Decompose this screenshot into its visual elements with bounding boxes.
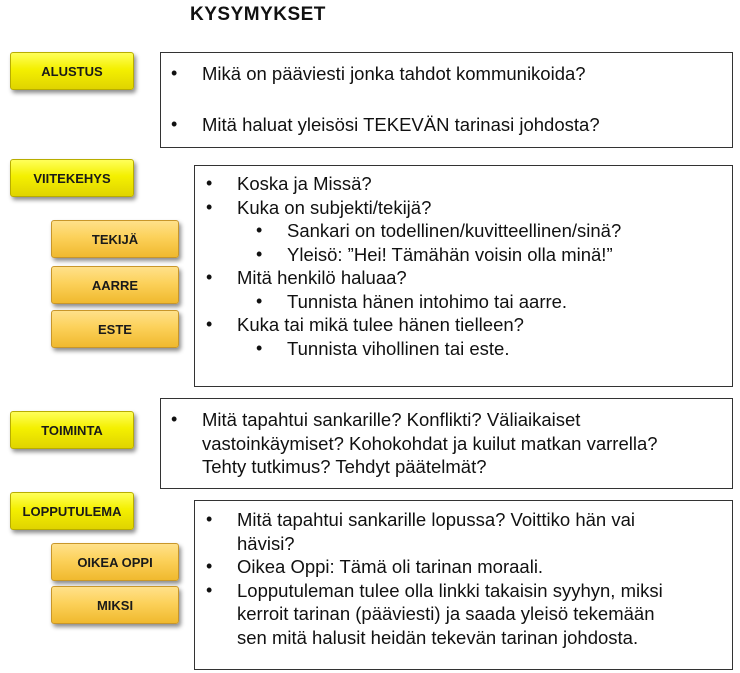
- lopputulema-box: [194, 500, 733, 670]
- list-item: • Mitä henkilö haluaa?: [237, 266, 621, 290]
- text-line: Tehty tutkimus? Tehdyt päätelmät?: [202, 456, 487, 477]
- tag-lopputulema: LOPPUTULEMA: [10, 492, 134, 530]
- sub-list-item: • Yleisö: ”Hei! Tämähän voisin olla minä!”: [287, 243, 621, 267]
- text-line: sen mitä halusit heidän tekevän tarinan johdosta.: [237, 626, 639, 648]
- sub-list-item: • Tunnista vihollinen tai este.: [287, 337, 621, 361]
- text-line: Mitä tapahtui sankarille lopussa? Voittiko hän vai: [237, 509, 635, 530]
- tag-alustus: ALUSTUS: [10, 52, 134, 90]
- toiminta-box: [160, 398, 733, 489]
- tag-miksi: MIKSI: [51, 586, 179, 624]
- list-item: • Mitä haluat yleisösi TEKEVÄN tarinasi johdosta?: [202, 113, 600, 137]
- viitekehys-box: [194, 165, 733, 387]
- list-item: • Koska ja Missä?: [237, 172, 621, 196]
- text-line: Oikea Oppi: Tämä oli tarinan moraali.: [237, 556, 544, 577]
- sub-list-item: • Tunnista hänen intohimo tai aarre.: [287, 290, 621, 314]
- sub-list-item: • Sankari on todellinen/kuvitteellinen/sinä?: [287, 219, 621, 243]
- tag-toiminta: TOIMINTA: [10, 411, 134, 449]
- tag-viitekehys: VIITEKEHYS: [10, 159, 134, 197]
- text-line: Mitä tapahtui sankarille? Konflikti? Väliaikaiset: [202, 409, 581, 430]
- page-title: KYSYMYKSET: [190, 4, 326, 25]
- list-item: [237, 508, 663, 555]
- list-item: • Kuka tai mikä tulee hänen tielleen?: [237, 313, 621, 337]
- text-line: hävisi?: [237, 532, 295, 554]
- list-item: • Mikä on pääviesti jonka tahdot kommunikoida?: [202, 62, 600, 86]
- list-item: [237, 579, 663, 650]
- tag-oikea-oppi: OIKEA OPPI: [51, 543, 179, 581]
- text-line: vastoinkäymiset? Kohokohdat ja kuilut matkan varrella?: [202, 432, 658, 454]
- list-item: • Kuka on subjekti/tekijä?: [237, 196, 621, 220]
- toiminta-list: [202, 408, 658, 479]
- text-line: kerroit tarinan (pääviesti) ja saada yleisö tekemään: [237, 603, 655, 624]
- tag-aarre: AARRE: [51, 266, 179, 304]
- alustus-list: [202, 62, 600, 136]
- text-line: Lopputuleman tulee olla linkki takaisin syyhyn, miksi: [237, 579, 663, 601]
- lopputulema-list: [237, 508, 663, 649]
- tag-tekija: TEKIJÄ: [51, 220, 179, 258]
- viitekehys-list: [237, 172, 621, 360]
- list-item: [237, 555, 663, 579]
- alustus-box: [160, 52, 733, 148]
- tag-este: ESTE: [51, 310, 179, 348]
- list-item: [202, 408, 658, 479]
